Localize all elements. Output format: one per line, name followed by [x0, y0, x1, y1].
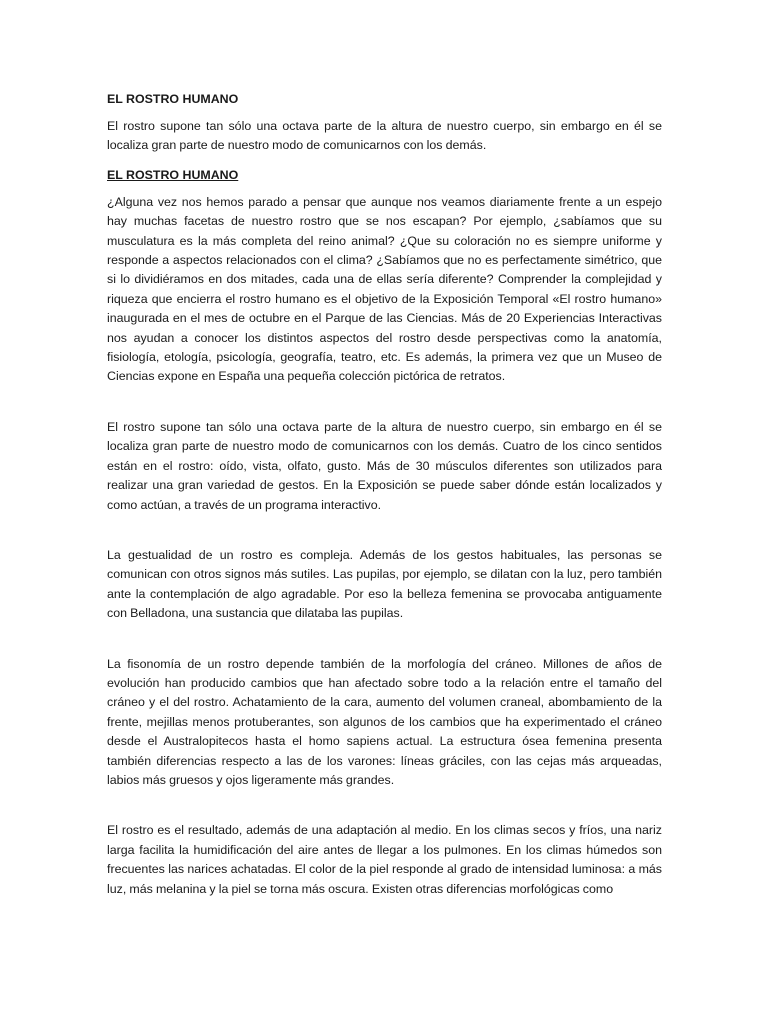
spacer	[107, 515, 662, 546]
spacer	[107, 790, 662, 821]
body-paragraph-4: La fisonomía de un rostro depende también de la morfología del cráneo. Millones de años de evolución han producido cambios que han afectado sobre todo a la relación entre el tamaño del cráneo y el del rostro. Achatamiento de la cara, aumento del volumen craneal, abombamiento de la frente, mejillas menos protuberantes, son algunos de los cambios que ha experimentado el cráneo desde el Australopitecos hasta el homo sapiens actual. La estructura ósea femenina presenta también diferencias respecto a las de los varones: líneas gráciles, con las cejas más arqueadas, labios más gruesos y ojos ligeramente más grandes.	[107, 656, 662, 787]
intro-paragraph: El rostro supone tan sólo una octava parte de la altura de nuestro cuerpo, sin embargo en él se localiza gran parte de nuestro modo de comunicarnos con los demás.	[107, 119, 662, 153]
spacer	[107, 624, 662, 655]
document-heading: EL ROSTRO HUMANO	[107, 92, 239, 106]
body-paragraph-3: La gestualidad de un rostro es compleja. Además de los gestos habituales, las personas se comunican con otros signos más sutiles. Las pupilas, por ejemplo, se dilatan con la luz, pero también ante la contemplación de algo agradable. Por eso la belleza femenina se provocaba antiguamente con Belladona, una sustancia que dilataba las pupilas.	[107, 547, 662, 621]
spacer	[107, 387, 662, 418]
document-page	[107, 90, 662, 899]
body-paragraph-2: El rostro supone tan sólo una octava parte de la altura de nuestro cuerpo, sin embargo en él se localiza gran parte de nuestro modo de comunicarnos con los demás. Cuatro de los cinco sentidos están en el rostro: oído, vista, olfato, gusto. Más de 30 músculos diferentes son utilizados para realizar una gran variedad de gestos. En la Exposición se puede saber dónde están localizados y como actúan, a través de un programa interactivo.	[107, 419, 662, 512]
spacer	[107, 156, 662, 166]
body-paragraph-5: El rostro es el resultado, además de una adaptación al medio. En los climas secos y fríos, una nariz larga facilita la humidificación del aire antes de llegar a los pulmones. En los climas húmedos son frecuentes las narices achatadas. El color de la piel responde al grado de intensidad luminosa: a más luz, más melanina y la piel se torna más oscura. Existen otras diferencias morfológicas como	[107, 823, 662, 896]
document-subheading: EL ROSTRO HUMANO	[107, 167, 239, 182]
body-paragraph-1: ¿Alguna vez nos hemos parado a pensar que aunque nos veamos diariamente frente a un espejo hay muchas facetas de nuestro rostro que se nos escapan? Por ejemplo, ¿sabíamos que su musculatura es la más completa del reino animal? ¿Que su coloración no es siempre uniforme y responde a aspectos relacionados con el clima? ¿Sabíamos que no es perfectamente simétrico, que si lo dividiéramos en dos mitades, cada una de ellas sería diferente? Comprender la complejidad y riqueza que encierra el rostro humano es el objetivo de la Exposición Temporal «El rostro humano» inaugurada en el mes de octubre en el Parque de las Ciencias. Más de 20 Experiencias Interactivas nos ayudan a conocer los distintos aspectos del rostro desde perspectivas como la anatomía, fisiología, etología, psicología, geografía, teatro, etc. Es además, la primera vez que un Museo de Ciencias expone en España una pequeña colección pictórica de retratos.	[107, 194, 662, 384]
